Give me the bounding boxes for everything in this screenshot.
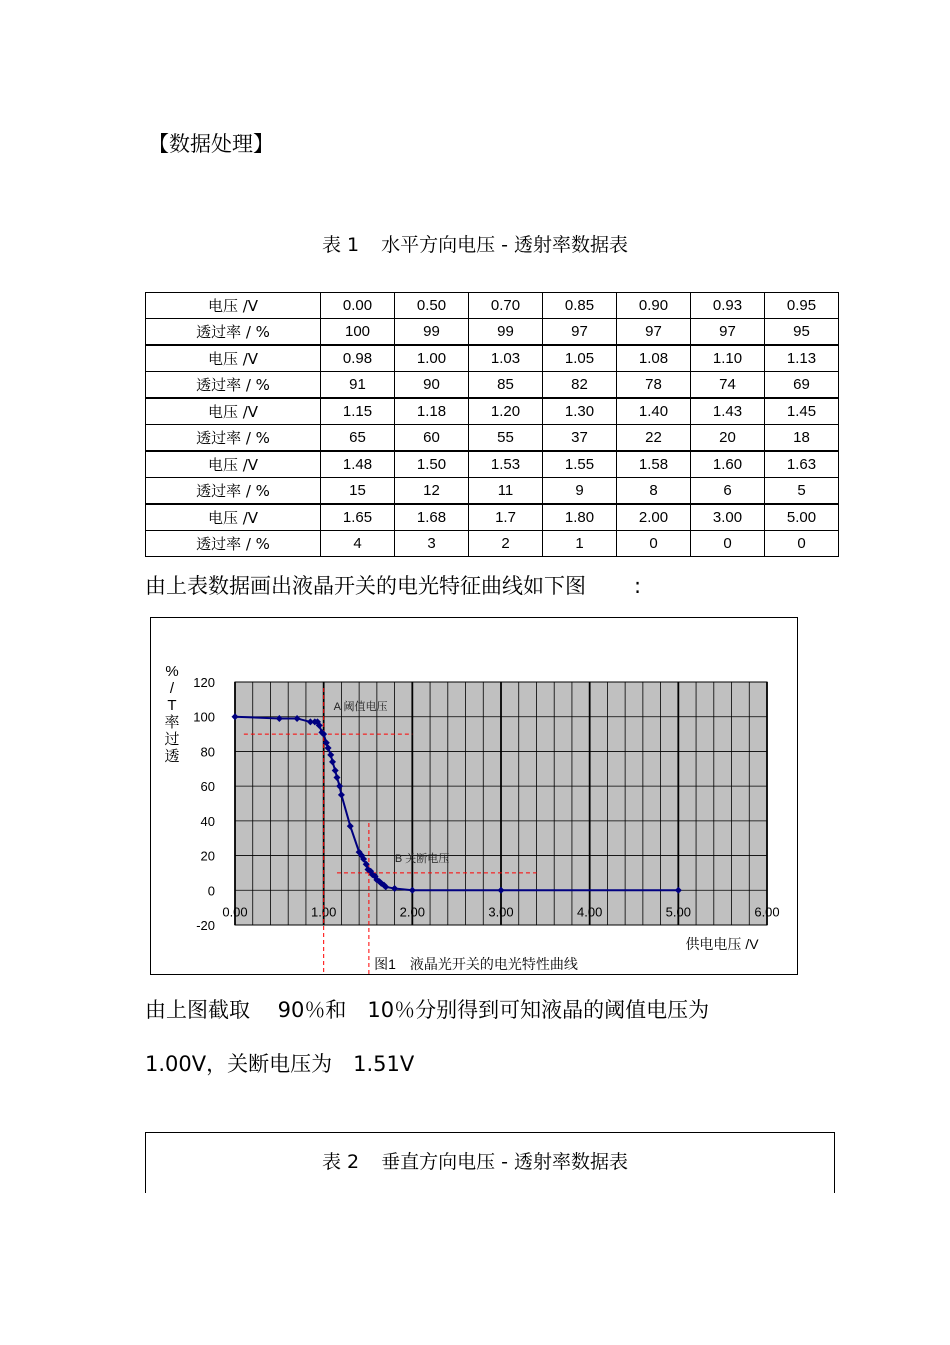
transmittance-cell: 99 bbox=[469, 319, 543, 346]
transmittance-cell: 82 bbox=[543, 372, 617, 399]
transmittance-cell: 0 bbox=[765, 531, 839, 557]
voltage-cell: 3.00 bbox=[691, 504, 765, 531]
voltage-cell: 1.40 bbox=[617, 398, 691, 425]
voltage-cell: 0.70 bbox=[469, 293, 543, 319]
voltage-cell: 0.90 bbox=[617, 293, 691, 319]
table-row bbox=[146, 319, 839, 346]
y-tick-label: 20 bbox=[200, 848, 215, 864]
voltage-cell: 1.15 bbox=[321, 398, 395, 425]
chart-frame bbox=[150, 617, 798, 975]
chart-intro-colon: : bbox=[634, 574, 642, 598]
x-tick-label: 3.00 bbox=[488, 904, 514, 920]
transmittance-cell: 5 bbox=[765, 478, 839, 505]
x-axis-label: 供电电压 /V bbox=[685, 936, 759, 952]
transmittance-row-label: 透过率 / % bbox=[146, 531, 321, 557]
x-tick-label: 1.00 bbox=[311, 904, 337, 920]
transmittance-row-label: 透过率 / % bbox=[146, 425, 321, 452]
voltage-cell: 0.98 bbox=[321, 345, 395, 372]
transmittance-cell: 90 bbox=[395, 372, 469, 399]
voltage-cell: 1.50 bbox=[395, 451, 469, 478]
table-row bbox=[146, 372, 839, 399]
voltage-cell: 1.20 bbox=[469, 398, 543, 425]
voltage-cell: 5.00 bbox=[765, 504, 839, 531]
voltage-cell: 1.00 bbox=[395, 345, 469, 372]
voltage-cell: 1.55 bbox=[543, 451, 617, 478]
transmittance-cell: 2 bbox=[469, 531, 543, 557]
y-tick-label: 60 bbox=[200, 779, 215, 795]
voltage-row-label: 电压 /V bbox=[146, 345, 321, 372]
transmittance-cell: 0 bbox=[617, 531, 691, 557]
voltage-cell: 1.60 bbox=[691, 451, 765, 478]
annotation-a-label: A 阈值电压 bbox=[333, 701, 388, 714]
transmittance-cell: 74 bbox=[691, 372, 765, 399]
transmittance-row-label: 透过率 / % bbox=[146, 372, 321, 399]
voltage-row-label: 电压 /V bbox=[146, 398, 321, 425]
voltage-cell: 1.58 bbox=[617, 451, 691, 478]
y-tick-label: 120 bbox=[193, 675, 215, 690]
voltage-cell: 1.45 bbox=[765, 398, 839, 425]
transmittance-cell: 97 bbox=[691, 319, 765, 346]
y-axis-label-char: 过 bbox=[164, 731, 180, 748]
y-tick-label: 40 bbox=[200, 813, 215, 829]
transmittance-cell: 55 bbox=[469, 425, 543, 452]
transmittance-cell: 20 bbox=[691, 425, 765, 452]
y-axis-label-char: 透 bbox=[164, 748, 180, 765]
chart-intro-text bbox=[145, 570, 641, 600]
table2-caption-text: 垂直方向电压 - 透射率数据表 bbox=[381, 1151, 629, 1173]
voltage-cell: 1.63 bbox=[765, 451, 839, 478]
voltage-cell: 1.7 bbox=[469, 504, 543, 531]
y-axis-label-char: T bbox=[167, 697, 177, 714]
transmittance-cell: 15 bbox=[321, 478, 395, 505]
transmittance-cell: 100 bbox=[321, 319, 395, 346]
voltage-cell: 1.68 bbox=[395, 504, 469, 531]
transmittance-cell: 65 bbox=[321, 425, 395, 452]
voltage-cell: 1.10 bbox=[691, 345, 765, 372]
transmittance-cell: 0 bbox=[691, 531, 765, 557]
table-row bbox=[146, 478, 839, 505]
voltage-cell: 0.50 bbox=[395, 293, 469, 319]
y-tick-label: -20 bbox=[196, 918, 215, 933]
electro-optic-chart bbox=[151, 618, 797, 974]
voltage-row-label: 电压 /V bbox=[146, 451, 321, 478]
voltage-row-label: 电压 /V bbox=[146, 293, 321, 319]
y-tick-label: 100 bbox=[193, 709, 215, 725]
transmittance-row-label: 透过率 / % bbox=[146, 478, 321, 505]
voltage-cell: 0.95 bbox=[765, 293, 839, 319]
transmittance-cell: 85 bbox=[469, 372, 543, 399]
voltage-row-label: 电压 /V bbox=[146, 504, 321, 531]
transmittance-cell: 60 bbox=[395, 425, 469, 452]
annotation-b-label: B 关断电压 bbox=[394, 852, 450, 865]
voltage-cell: 1.80 bbox=[543, 504, 617, 531]
voltage-cell: 1.48 bbox=[321, 451, 395, 478]
transmittance-cell: 91 bbox=[321, 372, 395, 399]
transmittance-cell: 9 bbox=[543, 478, 617, 505]
voltage-cell: 1.43 bbox=[691, 398, 765, 425]
transmittance-cell: 18 bbox=[765, 425, 839, 452]
voltage-cell: 1.30 bbox=[543, 398, 617, 425]
transmittance-cell: 97 bbox=[543, 319, 617, 346]
x-tick-label: 5.00 bbox=[665, 904, 691, 920]
transmittance-row-label: 透过率 / % bbox=[146, 319, 321, 346]
y-axis-label-char: 率 bbox=[164, 714, 180, 731]
table1-caption bbox=[0, 230, 950, 257]
y-axis-label-char: % bbox=[165, 663, 179, 680]
table-row bbox=[146, 345, 839, 372]
transmittance-cell: 11 bbox=[469, 478, 543, 505]
voltage-cell: 1.18 bbox=[395, 398, 469, 425]
table-row bbox=[146, 504, 839, 531]
voltage-cell: 0.93 bbox=[691, 293, 765, 319]
voltage-transmittance-table bbox=[145, 292, 839, 557]
transmittance-cell: 1 bbox=[543, 531, 617, 557]
transmittance-cell: 69 bbox=[765, 372, 839, 399]
voltage-cell: 1.53 bbox=[469, 451, 543, 478]
voltage-cell: 0.00 bbox=[321, 293, 395, 319]
transmittance-cell: 6 bbox=[691, 478, 765, 505]
section-title: 【数据处理】 bbox=[148, 132, 274, 156]
y-axis-label-char: / bbox=[169, 680, 175, 697]
transmittance-cell: 3 bbox=[395, 531, 469, 557]
x-tick-label: 4.00 bbox=[577, 904, 603, 920]
table-row bbox=[146, 425, 839, 452]
transmittance-cell: 97 bbox=[617, 319, 691, 346]
table1-caption-text: 水平方向电压 - 透射率数据表 bbox=[381, 234, 629, 256]
voltage-cell: 0.85 bbox=[543, 293, 617, 319]
table-row bbox=[146, 531, 839, 557]
table-row bbox=[146, 451, 839, 478]
voltage-cell: 1.65 bbox=[321, 504, 395, 531]
transmittance-cell: 95 bbox=[765, 319, 839, 346]
table1-caption-number: 表 1 bbox=[321, 234, 360, 256]
transmittance-cell: 12 bbox=[395, 478, 469, 505]
y-tick-label: 0 bbox=[207, 883, 215, 899]
x-tick-label: 2.00 bbox=[399, 904, 425, 920]
conclusion-line-1: 由上图截取 90％和 10％分别得到可知液晶的阈值电压为 bbox=[145, 998, 710, 1022]
transmittance-cell: 22 bbox=[617, 425, 691, 452]
voltage-cell: 1.03 bbox=[469, 345, 543, 372]
transmittance-cell: 4 bbox=[321, 531, 395, 557]
chart-title: 图1 液晶光开关的电光特性曲线 bbox=[374, 956, 578, 972]
transmittance-cell: 99 bbox=[395, 319, 469, 346]
chart-intro-sentence: 由上表数据画出液晶开关的电光特征曲线如下图 bbox=[145, 574, 586, 598]
table-row bbox=[146, 293, 839, 319]
x-tick-label: 0.00 bbox=[222, 904, 248, 920]
table2-caption bbox=[0, 1147, 950, 1174]
transmittance-cell: 37 bbox=[543, 425, 617, 452]
voltage-cell: 1.08 bbox=[617, 345, 691, 372]
x-tick-label: 6.00 bbox=[754, 904, 780, 920]
transmittance-cell: 8 bbox=[617, 478, 691, 505]
voltage-cell: 2.00 bbox=[617, 504, 691, 531]
transmittance-cell: 78 bbox=[617, 372, 691, 399]
y-tick-label: 80 bbox=[200, 744, 215, 760]
table-row bbox=[146, 398, 839, 425]
table2-caption-number: 表 2 bbox=[321, 1151, 360, 1173]
voltage-cell: 1.13 bbox=[765, 345, 839, 372]
voltage-cell: 1.05 bbox=[543, 345, 617, 372]
conclusion-line-2: 1.00V，关断电压为 1.51V bbox=[145, 1052, 415, 1076]
